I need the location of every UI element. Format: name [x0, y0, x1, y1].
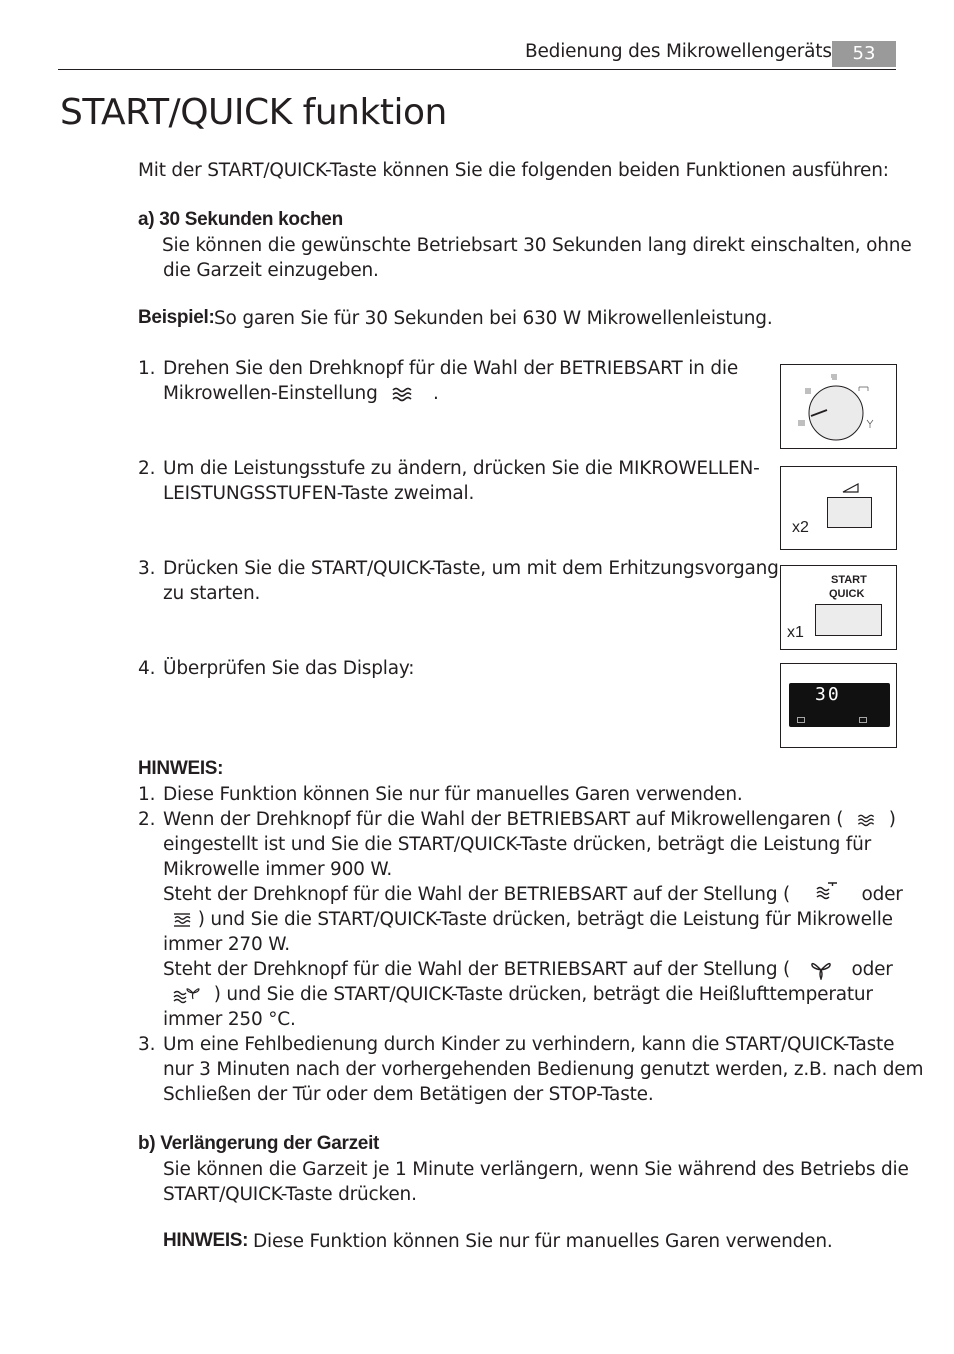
note-item-2-line1 — [163, 807, 896, 832]
note-item-2-line2: eingestellt ist und Sie die START/QUICK-Taste drücken, beträgt die Leistung für — [163, 834, 872, 855]
microwave-bottom-heat-icon — [172, 912, 192, 928]
power-level-button — [827, 497, 872, 528]
note-item-3-number: 3. — [138, 1034, 156, 1055]
step-2-line2: LEISTUNGSSTUFEN-Taste zweimal. — [163, 483, 475, 504]
step-1-line2 — [163, 381, 439, 406]
display-mode-icon — [797, 717, 805, 723]
page-number: 53 — [832, 41, 896, 67]
section-b-line1: Sie können die Garzeit je 1 Minute verlängern, wenn Sie während des Betriebs die — [163, 1159, 909, 1180]
note-item-3-line2: nur 3 Minuten nach der vorhergehenden Bedienung genutzt werden, z.B. nach dem — [163, 1059, 924, 1080]
step-1-number: 1. — [138, 358, 156, 379]
step-1-line2-end: . — [432, 383, 439, 404]
power-level-triangle-icon — [841, 482, 861, 494]
page-title: START/QUICK funktion — [60, 92, 447, 133]
running-header: Bedienung des Mikrowellengeräts — [525, 41, 832, 62]
note-item-2-line7-or: oder — [851, 959, 893, 980]
example-text: So garen Sie für 30 Sekunden bei 630 W Mikrowellenleistung. — [214, 308, 773, 329]
microwave-waves-icon — [855, 812, 877, 828]
section-a-text-line1: Sie können die gewünschte Betriebsart 30 Sekunden lang direkt einschalten, ohne — [162, 235, 912, 256]
section-a-heading: a) 30 Sekunden kochen — [138, 209, 343, 230]
header-divider — [58, 69, 896, 70]
step-2-line1: Um die Leistungsstufe zu ändern, drücken Sie die MIKROWELLEN- — [163, 458, 760, 479]
step-3-line1: Drücken Sie die START/QUICK-Taste, um mit dem Erhitzungsvorgang — [163, 558, 779, 579]
note-item-1-text: Diese Funktion können Sie nur für manuelles Garen verwenden. — [163, 784, 743, 805]
section-a-text-line2: die Garzeit einzugeben. — [163, 260, 379, 281]
microwave-grill-icon — [814, 881, 840, 901]
note-item-2-line5-text: ) und Sie die START/QUICK-Taste drücken, beträgt die Leistung für Mikrowelle — [197, 909, 893, 930]
hot-air-fan-icon — [810, 960, 832, 980]
start-quick-button — [815, 604, 882, 636]
note-item-2-line1-text: Wenn der Drehknopf für die Wahl der BETRIEBSART auf Mikrowellengaren ( — [163, 809, 844, 830]
step-2-number: 2. — [138, 458, 156, 479]
step-3-line2: zu starten. — [163, 583, 261, 604]
display-figure — [780, 663, 897, 748]
note-heading: HINWEIS: — [138, 758, 224, 779]
note-item-2-line1-close: ) — [888, 809, 896, 830]
microwave-waves-icon — [389, 386, 415, 402]
mode-dial-figure — [780, 364, 897, 449]
note-item-2-line8 — [172, 982, 873, 1007]
note-item-2-line5 — [172, 907, 893, 932]
display-value: 30 — [815, 684, 841, 705]
display-status-icon — [859, 717, 867, 723]
note-item-2-line4 — [163, 882, 903, 907]
section-b-line2: START/QUICK-Taste drücken. — [163, 1184, 417, 1205]
note-item-2-line8-text: ) und Sie die START/QUICK-Taste drücken, beträgt die Heißlufttemperatur — [213, 984, 873, 1005]
intro-paragraph: Mit der START/QUICK-Taste können Sie die folgenden beiden Funktionen ausführen: — [138, 160, 889, 181]
note-item-2-line4-or: oder — [861, 884, 903, 905]
start-label: START — [831, 574, 867, 586]
note-item-2-line3: Mikrowelle immer 900 W. — [163, 859, 393, 880]
mode-dial-illustration — [781, 365, 896, 448]
note-item-3-line3: Schließen der Tür oder dem Betätigen der STOP-Taste. — [163, 1084, 654, 1105]
start-quick-button-figure — [780, 565, 897, 650]
note-item-2-number: 2. — [138, 809, 156, 830]
note-item-2-line6: immer 270 W. — [163, 934, 290, 955]
lcd-display — [789, 683, 890, 727]
power-button-count: x2 — [792, 519, 809, 536]
section-b-note-label: HINWEIS: — [163, 1230, 249, 1251]
note-item-3-line1: Um eine Fehlbedienung durch Kinder zu verhindern, kann die START/QUICK-Taste — [163, 1034, 895, 1055]
section-b-heading: b) Verlängerung der Garzeit — [138, 1133, 380, 1154]
example-label: Beispiel: — [138, 307, 215, 328]
note-item-1-number: 1. — [138, 784, 156, 805]
quick-label: QUICK — [829, 588, 865, 600]
step-1-line2-text: Mikrowellen-Einstellung — [163, 383, 378, 404]
note-item-2-line4-text: Steht der Drehknopf für die Wahl der BETRIEBSART auf der Stellung ( — [163, 884, 791, 905]
step-3-number: 3. — [138, 558, 156, 579]
step-4-line1: Überprüfen Sie das Display: — [163, 658, 415, 679]
step-1-line1: Drehen Sie den Drehknopf für die Wahl der BETRIEBSART in die — [163, 358, 739, 379]
step-4-number: 4. — [138, 658, 156, 679]
note-item-2-line9: immer 250 °C. — [163, 1009, 296, 1030]
section-b-note-text: Diese Funktion können Sie nur für manuelles Garen verwenden. — [253, 1231, 833, 1252]
power-level-button-figure — [780, 466, 897, 550]
start-button-count: x1 — [787, 624, 804, 641]
note-item-2-line7-text: Steht der Drehknopf für die Wahl der BETRIEBSART auf der Stellung ( — [163, 959, 791, 980]
microwave-hot-air-icon — [172, 985, 200, 1005]
note-item-2-line7 — [163, 957, 893, 982]
